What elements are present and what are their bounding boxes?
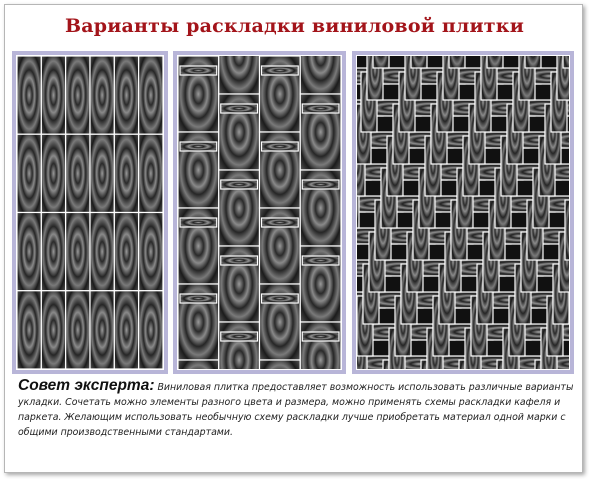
tile: [66, 56, 90, 134]
pattern-herringbone: [352, 51, 574, 374]
herringbone-illustration: [357, 56, 569, 369]
tile: [302, 332, 339, 341]
tile: [300, 56, 341, 94]
tile: [139, 291, 163, 369]
tile: [300, 322, 341, 369]
tile: [41, 213, 65, 291]
tile: [17, 213, 41, 291]
tile: [180, 142, 217, 151]
tile: [180, 66, 217, 75]
tile: [221, 180, 258, 189]
tile: [262, 66, 299, 75]
tile: [41, 291, 65, 369]
tile: [373, 56, 389, 68]
tile: [221, 256, 258, 265]
tile: [180, 218, 217, 227]
tile: [90, 291, 114, 369]
expert-tip-label: Совет эксперта:: [18, 377, 155, 394]
page-title: Варианты раскладки виниловой плитки: [64, 15, 524, 37]
tile: [139, 213, 163, 291]
tile: [262, 218, 299, 227]
tile: [114, 134, 138, 212]
tile: [180, 294, 217, 303]
straight-grid-illustration: [17, 56, 163, 369]
tile: [565, 200, 569, 260]
tile: [260, 360, 301, 369]
tile: [90, 134, 114, 212]
tile: [449, 56, 465, 68]
tile: [219, 322, 260, 369]
tile: [563, 56, 569, 68]
tile: [90, 56, 114, 134]
tile: [262, 294, 299, 303]
tile: [219, 56, 260, 94]
tile: [41, 134, 65, 212]
tile: [90, 213, 114, 291]
tile: [302, 180, 339, 189]
tile: [221, 104, 258, 113]
pattern-straight-grid: [12, 51, 168, 374]
tile: [66, 291, 90, 369]
tile: [66, 213, 90, 291]
tile: [178, 360, 219, 369]
tile: [139, 56, 163, 134]
tile: [17, 56, 41, 134]
tile: [66, 134, 90, 212]
tile: [114, 213, 138, 291]
tile: [17, 291, 41, 369]
tile: [262, 142, 299, 151]
tile: [411, 56, 427, 68]
expert-tip-text: Виниловая плитка предоставляет возможность использовать различные варианты укладки. Сочетать можно элементы разного цвета и размера, можно применять схемы раскладки кафеля и паркета. Желающим использовать необычную схему раскладки лучше приобретать материал одной марки с общими производственными стандартами.: [18, 382, 574, 438]
tile: [525, 56, 541, 68]
tile: [41, 56, 65, 134]
tile: [139, 134, 163, 212]
pattern-brick-offset: [173, 51, 346, 374]
tile: [221, 332, 258, 341]
tile: [302, 104, 339, 113]
tile: [17, 134, 41, 212]
tile: [114, 291, 138, 369]
tile: [114, 56, 138, 134]
tile: [302, 256, 339, 265]
expert-tip: [18, 378, 578, 440]
tile: [487, 56, 503, 68]
brick-offset-illustration: [178, 56, 341, 369]
